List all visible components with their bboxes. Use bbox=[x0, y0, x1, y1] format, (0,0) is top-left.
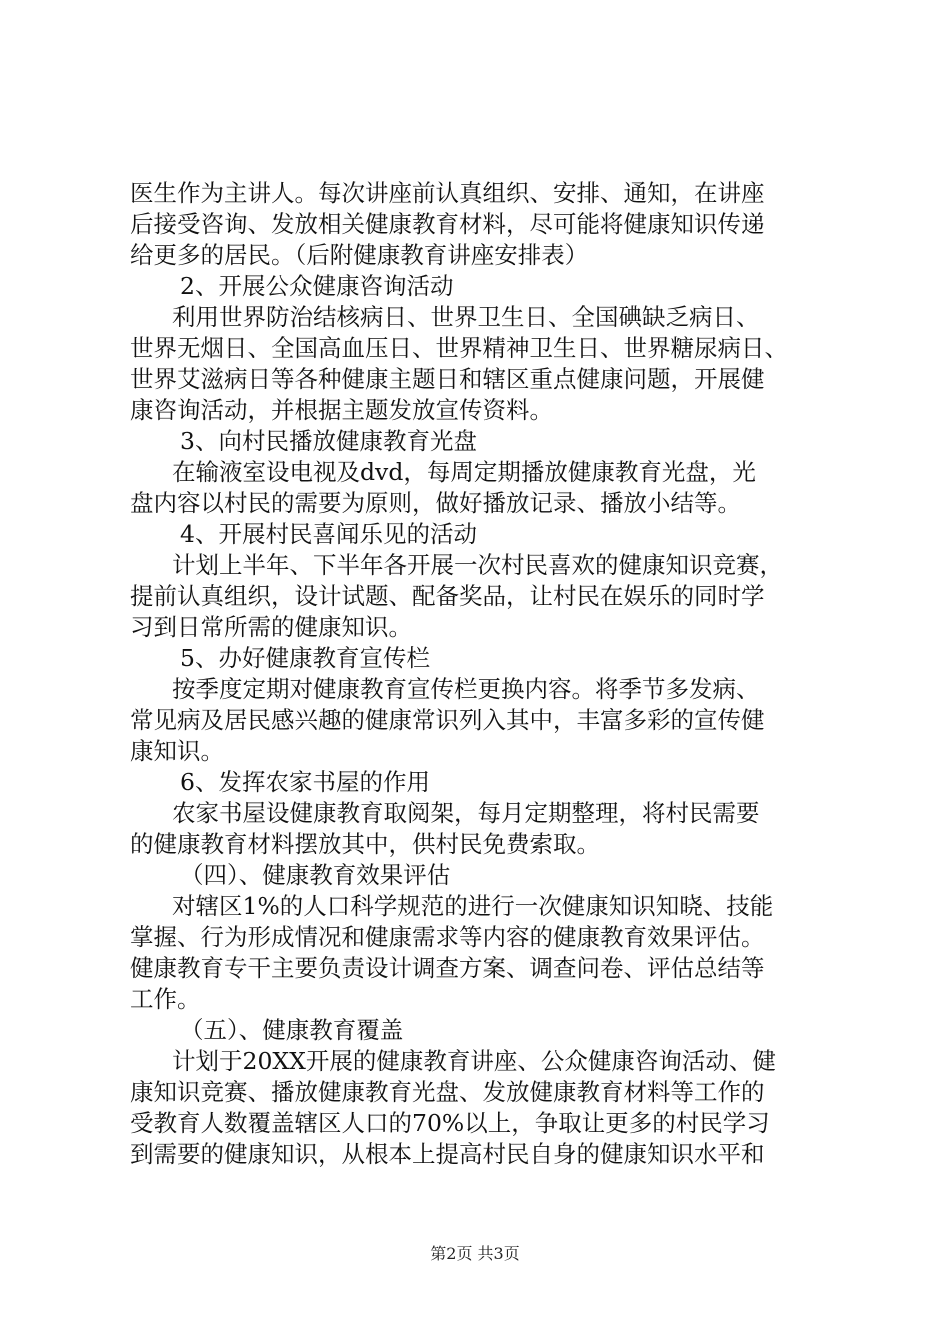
page-footer: 第2页 共3页 bbox=[430, 1244, 520, 1263]
text-line: 的健康教育材料摆放其中，供村民免费索取。 bbox=[130, 830, 600, 858]
text-line: 康知识。 bbox=[130, 737, 224, 765]
text-line: 计划于20XX开展的健康教育讲座、公众健康咨询活动、健 bbox=[172, 1047, 776, 1075]
text-line: 医生作为主讲人。每次讲座前认真组织、安排、通知，在讲座 bbox=[130, 179, 765, 207]
text-line: 常见病及居民感兴趣的健康常识列入其中，丰富多彩的宣传健 bbox=[130, 706, 765, 734]
text-line: 4、开展村民喜闻乐见的活动 bbox=[180, 520, 477, 548]
text-line: 世界无烟日、全国高血压日、世界精神卫生日、世界糖尿病日、 bbox=[130, 334, 788, 362]
text-line: 2、开展公众健康咨询活动 bbox=[180, 272, 454, 300]
text-line: （四）、健康教育效果评估 bbox=[180, 861, 451, 889]
text-line: 受教育人数覆盖辖区人口的70%以上，争取让更多的村民学习 bbox=[130, 1109, 770, 1137]
text-line: 工作。 bbox=[130, 985, 201, 1013]
text-line: 利用世界防治结核病日、世界卫生日、全国碘缺乏病日、 bbox=[172, 303, 760, 331]
text-line: 盘内容以村民的需要为原则，做好播放记录、播放小结等。 bbox=[130, 489, 741, 517]
text-line: 按季度定期对健康教育宣传栏更换内容。将季节多发病、 bbox=[172, 675, 760, 703]
text-line: 6、发挥农家书屋的作用 bbox=[180, 768, 430, 796]
text-line: 康咨询活动，并根据主题发放宣传资料。 bbox=[130, 396, 553, 424]
text-line: 到需要的健康知识，从根本上提高村民自身的健康知识水平和 bbox=[130, 1140, 765, 1168]
text-line: 世界艾滋病日等各种健康主题日和辖区重点健康问题，开展健 bbox=[130, 365, 765, 393]
text-line: 农家书屋设健康教育取阅架，每月定期整理，将村民需要 bbox=[172, 799, 760, 827]
text-line: 对辖区1%的人口科学规范的进行一次健康知识知晓、技能 bbox=[172, 892, 774, 920]
text-line: 健康教育专干主要负责设计调查方案、调查问卷、评估总结等 bbox=[130, 954, 765, 982]
text-line: 习到日常所需的健康知识。 bbox=[130, 613, 412, 641]
text-line: 在输液室设电视及dvd，每周定期播放健康教育光盘，光 bbox=[172, 458, 756, 486]
text-line: 3、向村民播放健康教育光盘 bbox=[180, 427, 477, 455]
text-line: 后接受咨询、发放相关健康教育材料，尽可能将健康知识传递 bbox=[130, 210, 765, 238]
document-body bbox=[130, 178, 830, 1170]
text-line: 康知识竞赛、播放健康教育光盘、发放健康教育材料等工作的 bbox=[130, 1078, 765, 1106]
text-line: 掌握、行为形成情况和健康需求等内容的健康教育效果评估。 bbox=[130, 923, 765, 951]
text-line: 5、办好健康教育宣传栏 bbox=[180, 644, 430, 672]
text-line: 给更多的居民。（后附健康教育讲座安排表） bbox=[130, 241, 589, 269]
text-line: 提前认真组织，设计试题、配备奖品，让村民在娱乐的同时学 bbox=[130, 582, 765, 610]
text-line: （五）、健康教育覆盖 bbox=[180, 1016, 404, 1044]
text-line: 计划上半年、下半年各开展一次村民喜欢的健康知识竞赛， bbox=[172, 551, 783, 579]
